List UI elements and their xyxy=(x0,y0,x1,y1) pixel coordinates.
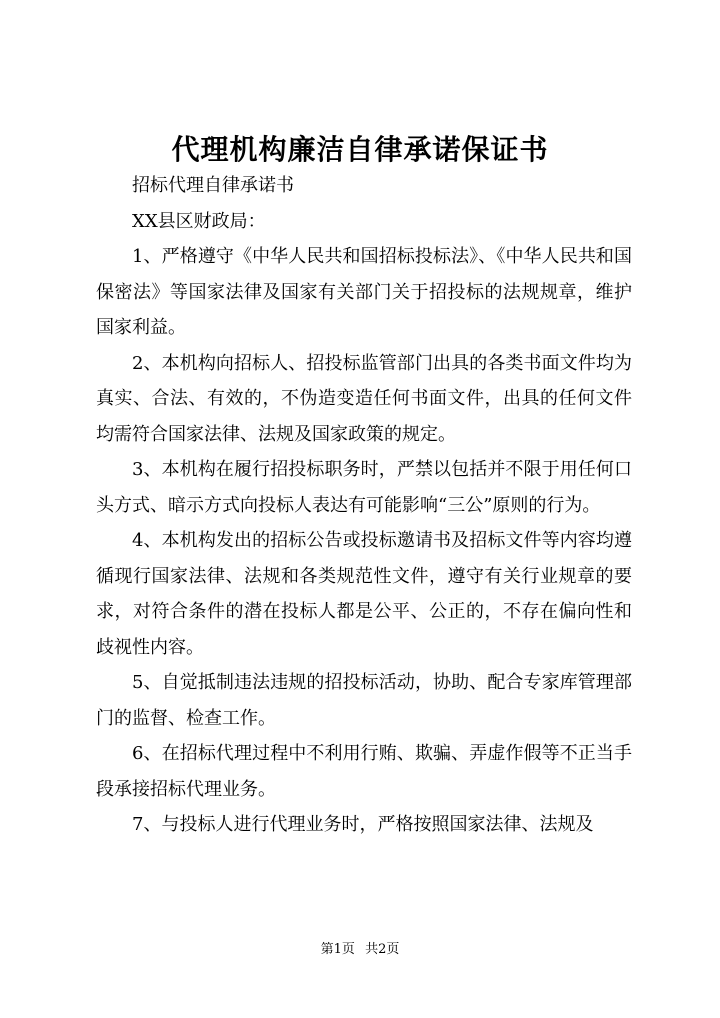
paragraph-1: 1、严格遵守《中华人民共和国招标投标法》、《中华人民共和国保密法》等国家法律及国家有关部门关于招投标的法规规章，维护国家利益。 xyxy=(96,246,632,338)
addressee-line: XX县区财政局： xyxy=(132,210,266,232)
page-total: 共2页 xyxy=(365,942,400,957)
document-body xyxy=(96,168,632,843)
page-footer xyxy=(0,938,720,957)
page-number: 第1页 xyxy=(320,942,355,957)
subtitle-line: 招标代理自律承诺书 xyxy=(132,175,294,196)
paragraph-3: 3、本机构在履行招投标职务时，严禁以包括并不限于用任何口头方式、暗示方式向投标人表达有可能影响“三公”原则的行为。 xyxy=(96,459,632,516)
paragraph-4: 4、本机构发出的招标公告或投标邀请书及招标文件等内容均遵循现行国家法律、法规和各类规范性文件，遵守有关行业规章的要求，对符合条件的潜在投标人都是公平、公正的，不存在偏向性和歧视性内容。 xyxy=(96,530,632,658)
paragraph-6: 6、在招标代理过程中不利用行贿、欺骗、弄虚作假等不正当手段承接招标代理业务。 xyxy=(96,743,632,800)
paragraph-7: 7、与投标人进行代理业务时，严格按照国家法律、法规及 xyxy=(132,814,594,835)
paragraph-5: 5、自觉抵制违法违规的招投标活动，协助、配合专家库管理部门的监督、检查工作。 xyxy=(96,672,632,729)
paragraph-2: 2、本机构向招标人、招投标监管部门出具的各类书面文件均为真实、合法、有效的，不伪造变造任何书面文件，出具的任何文件均需符合国家法律、法规及国家政策的规定。 xyxy=(96,352,632,445)
document-title: 代理机构廉洁自律承诺保证书 xyxy=(171,133,549,166)
